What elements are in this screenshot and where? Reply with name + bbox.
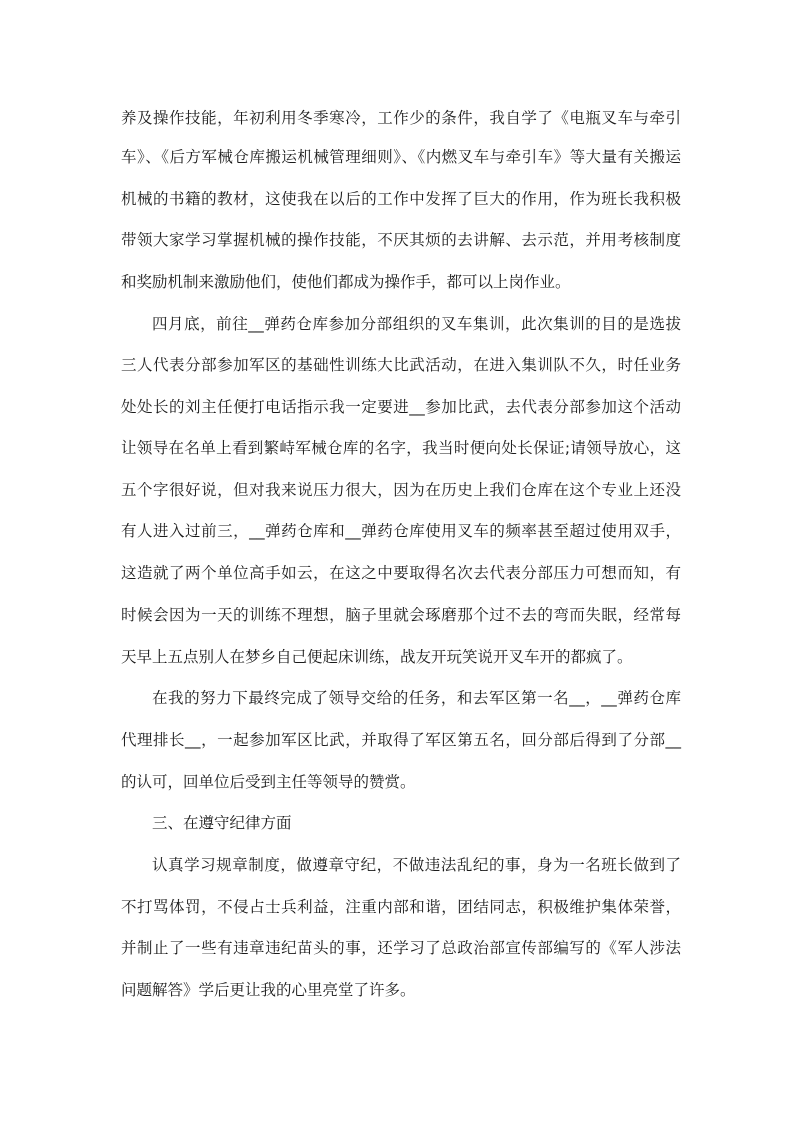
text-line: 不打骂体罚，不侵占士兵利益，注重内部和谐，团结同志，积极维护集体荣誉，: [121, 898, 681, 916]
text-line: 机械的书籍的教材，这使我在以后的工作中发挥了巨大的作用，作为班长我积极: [121, 190, 681, 208]
text-line: 在我的努力下最终完成了领导交给的任务，和去军区第一名__，__弹药仓库: [152, 689, 681, 707]
text-line: 四月底，前往__弹药仓库参加分部组织的叉车集训，此次集训的目的是选拔: [152, 315, 681, 333]
text-line: 和奖励机制来激励他们，使他们都成为操作手，都可以上岗作业。: [121, 273, 571, 291]
text-line: 代理排长__，一起参加军区比武，并取得了军区第五名，回分部后得到了分部__: [121, 731, 681, 749]
text-line: 问题解答》学后更让我的心里亮堂了许多。: [121, 981, 416, 999]
text-line: 认真学习规章制度，做遵章守纪，不做违法乱纪的事，身为一名班长做到了: [152, 856, 681, 874]
text-line: 有人进入过前三，__弹药仓库和__弹药仓库使用叉车的频率甚至超过使用双手，: [121, 522, 681, 540]
section-heading: 三、在遵守纪律方面: [152, 814, 292, 832]
text-line: 车》、《后方军械仓库搬运机械管理细则》、《内燃叉车与牵引车》等大量有关搬运: [121, 148, 681, 166]
text-line: 带领大家学习掌握机械的操作技能，不厌其烦的去讲解、去示范，并用考核制度: [121, 231, 681, 249]
text-line: 三人代表分部参加军区的基础性训练大比武活动，在进入集训队不久，时任业务: [121, 356, 681, 374]
text-line: 天早上五点别人在梦乡自己便起床训练，战友开玩笑说开叉车开的都疯了。: [121, 648, 633, 666]
text-line: 的认可，回单位后受到主任等领导的赞赏。: [121, 773, 416, 791]
text-line: 养及操作技能，年初利用冬季寒冷，工作少的条件，我自学了《电瓶叉车与牵引: [121, 109, 681, 127]
text-line: 时候会因为一天的训练不理想，脑子里就会琢磨那个过不去的弯而失眠，经常每: [121, 606, 681, 624]
text-line: 五个字很好说，但对我来说压力很大，因为在历史上我们仓库在这个专业上还没: [121, 481, 681, 499]
text-line: 这造就了两个单位高手如云，在这之中要取得名次去代表分部压力可想而知，有: [121, 564, 681, 582]
text-line: 并制止了一些有违章违纪苗头的事，还学习了总政治部宣传部编写的《军人涉法: [121, 939, 681, 957]
text-line: 处处长的刘主任便打电话指示我一定要进__参加比武，去代表分部参加这个活动: [121, 398, 681, 416]
text-line: 让领导在名单上看到繁峙军械仓库的名字，我当时便向处长保证;请领导放心，这: [121, 439, 681, 457]
